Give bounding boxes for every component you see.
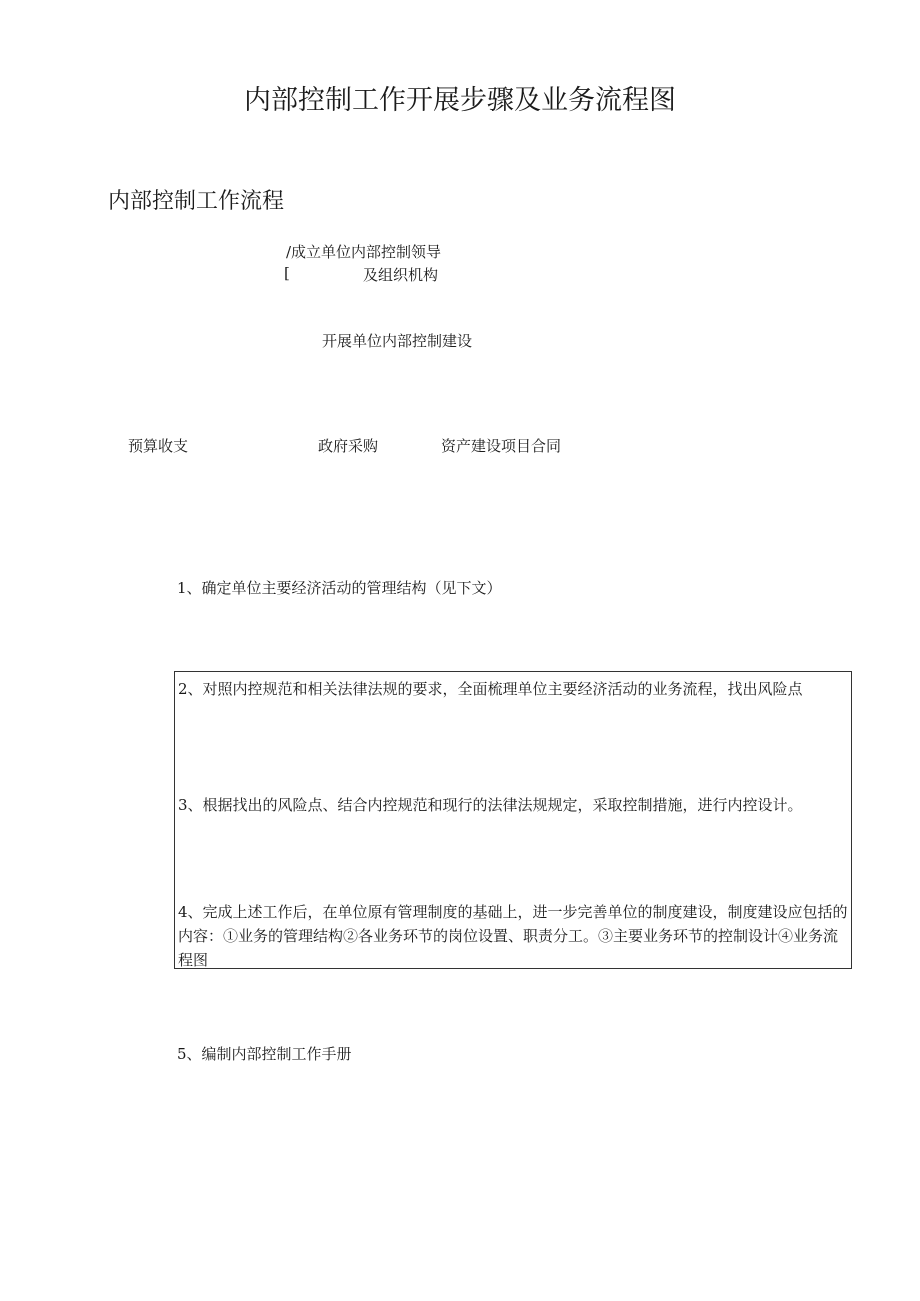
flow-branch-assets-contracts: 资产建设项目合同 — [441, 437, 562, 455]
flow-node-leader-group-bracket: [ — [284, 264, 290, 282]
steps-box — [174, 671, 852, 969]
step-4: 4、完成上述工作后，在单位原有管理制度的基础上，进一步完善单位的制度建设，制度建设应包括的内容：①业务的管理结构②各业务环节的岗位设置、职责分工。③主要业务环节的控制设计④业务流程图 — [178, 903, 848, 969]
step-2: 2、对照内控规范和相关法律法规的要求，全面梳理单位主要经济活动的业务流程，找出风险点 — [178, 680, 803, 698]
section-heading: 内部控制工作流程 — [108, 189, 285, 214]
flow-branch-procurement: 政府采购 — [318, 437, 379, 455]
step-1: 1、确定单位主要经济活动的管理结构（见下文） — [177, 579, 502, 597]
flow-node-build-step: 开展单位内部控制建设 — [322, 332, 473, 350]
document-title: 内部控制工作开展步骤及业务流程图 — [244, 85, 676, 116]
flow-node-leader-group-line2: 及组织机构 — [363, 266, 439, 284]
flow-branch-budget: 预算收支 — [128, 437, 189, 455]
step-5: 5、编制内部控制工作手册 — [177, 1045, 352, 1063]
flow-node-leader-group-line1: /成立单位内部控制领导 — [286, 243, 442, 261]
step-3: 3、根据找出的风险点、结合内控规范和现行的法律法规规定，采取控制措施，进行内控设计。 — [178, 796, 803, 814]
